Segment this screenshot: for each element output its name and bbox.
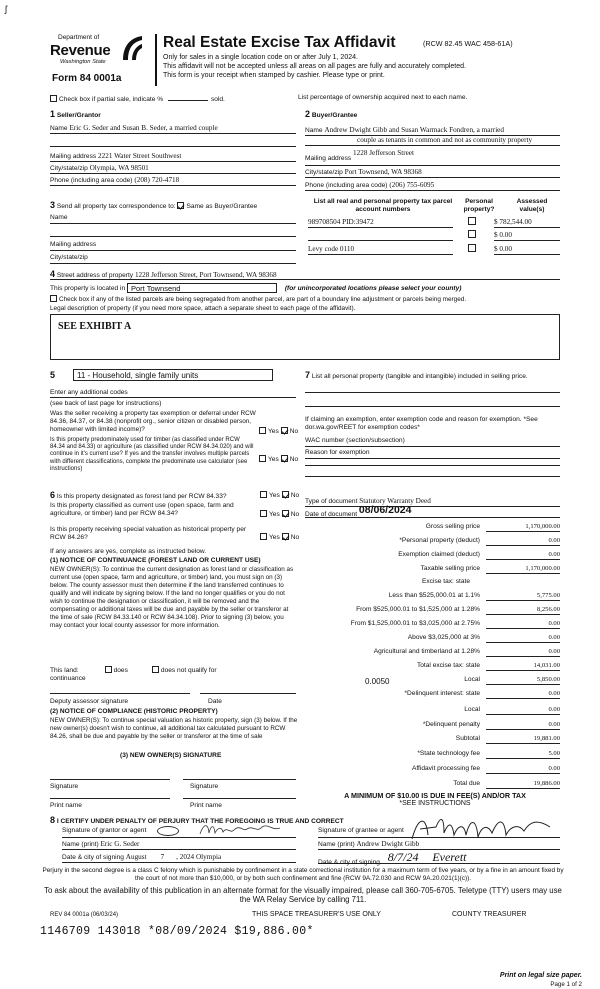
tier3-value[interactable]: 0.00 [486, 620, 560, 629]
ledger-row-personal: *Personal property (deduct) 0.00 [280, 537, 560, 549]
sec6-note: If any answers are yes, complete as instructed below. [50, 548, 207, 555]
land-use-select[interactable]: 11 - Household, single family units [73, 369, 273, 381]
assessed-value[interactable]: $ 0.00 [494, 245, 560, 255]
segregated-label: Check box if any of the listed parcels are being segregated from another parcel, are part of a boundary line adjustment or parcels being merged. [59, 296, 467, 303]
perjury-warning: Perjury in the second degree is a class C felony which is punishable by confinement in a state correctional institution for a maximum term of five years, or by a fine in an amount fixed by the court of not more than $10,000, or by both such confinement and fine (RCW 9A.72.030 and RCW 9A.20.021(1)(c)). [42, 867, 564, 882]
ledger-row-total-state: Total excise tax: state 14,031.00 [280, 662, 560, 674]
q-historic-text: Is this property receiving special valuation as historical property per RCW 84.26? [50, 526, 247, 542]
seller-heading: 1 Seller/Grantor [50, 109, 101, 119]
owner-print-line-1[interactable] [50, 798, 170, 799]
this-land-row: This land: does does not qualify for [50, 667, 217, 674]
deputy-signature-line[interactable] [50, 693, 190, 694]
additional-codes-label: Enter any additional codes [50, 389, 128, 396]
doc-type-value: Statutory Warranty Deed [359, 497, 431, 505]
parcel-number[interactable] [308, 231, 453, 241]
see-instructions-note: *SEE INSTRUCTIONS [399, 800, 471, 807]
q-current-use-no-checkbox[interactable] [282, 510, 289, 517]
tax-ledger [280, 523, 560, 793]
doc-date-field[interactable] [305, 504, 560, 518]
form-title: Real Estate Excise Tax Affidavit [163, 34, 396, 51]
ledger-row-local: 0.0050 Local 5,850.00 [365, 676, 560, 686]
grantee-name-value: Andrew Dwight Gibb [356, 840, 420, 848]
grantor-name-field[interactable] [62, 840, 296, 850]
owner-print-label-2: Print name [190, 802, 222, 809]
ledger-row-tier2: From $525,000.01 to $1,525,000 at 1.28% 8,256.00 [280, 606, 560, 618]
personal-header: Personal property? [463, 198, 495, 214]
grantor-name-label: Name (print) [62, 841, 99, 848]
seller-city-label: City/state/zip [50, 165, 88, 172]
location-select[interactable]: Port Townsend [127, 283, 277, 293]
same-as-buyer-checkbox[interactable] [177, 202, 184, 209]
seller-phone-value: (208) 720-4718 [134, 176, 180, 184]
personal-deduct-value[interactable]: 0.00 [486, 537, 560, 546]
buyer-city-field[interactable] [305, 168, 560, 178]
header-sub2: This affidavit will not be accepted unless all areas on all pages are fully and accurately completed. [163, 63, 466, 70]
personal-property-line-2[interactable] [305, 406, 560, 407]
buyer-heading: 2 Buyer/Grantee [305, 109, 358, 119]
ledger-row-processing-fee: Affidavit processing fee 0.00 [280, 765, 560, 777]
q-timber-text: Is this property predominately used for timber (as classified under RCW 84.34 and 84.33) or agriculture (as classified under RCW 84.34.020) and will continue in it's current use? If yes and the transfer involves multiple parcels with different classifications, complete the predominate use calculator (see instructions) [50, 437, 254, 472]
owner-print-line-2[interactable] [183, 798, 296, 799]
corner-mark: ʃ [5, 4, 7, 14]
penalty-value[interactable]: 0.00 [486, 721, 560, 730]
sec5-number: 5 [50, 370, 56, 380]
ledger-row-tier4: Above $3,025,000 at 3% 0.00 [280, 634, 560, 646]
seller-phone-label: Phone (including area code) [50, 177, 133, 184]
q-timber-answers: Yes No [259, 455, 298, 464]
gross-price-value[interactable]: 1,170,000.00 [486, 523, 560, 532]
grantee-signature-field[interactable] [318, 827, 560, 838]
total-due-value[interactable]: 19,886.00 [486, 780, 560, 789]
buyer-name-value: Andrew Dwight Gibb and Susan Warmack Fondren, a married [324, 126, 504, 134]
minimum-due-note: A MINIMUM OF $10.00 IS DUE IN FEE(S) AND/OR TAX [344, 791, 526, 800]
seller-mail-label: Mailing address [50, 153, 97, 160]
buyer-phone-label: Phone (including area code) [305, 182, 388, 189]
unincorp-note: (for unincorporated locations please select your county) [284, 284, 462, 292]
partial-sale-checkbox[interactable] [50, 95, 57, 102]
does-not-checkbox[interactable] [152, 666, 159, 673]
additional-codes-note: (see back of last page for instructions) [50, 400, 162, 407]
q-forest-answers: Yes No [260, 491, 299, 500]
parcel-header: List all real and personal property tax parcel account numbers [313, 198, 453, 214]
deputy-date-label: Date [208, 698, 222, 705]
owner-signature-line-1[interactable] [50, 779, 170, 780]
grantor-city: Olympia [195, 853, 222, 861]
q-historic-answers: Yes No [260, 533, 299, 542]
doc-type-field[interactable] [305, 497, 560, 507]
ledger-row-taxable: Taxable selling price 1,170,000.00 [280, 565, 560, 577]
dept-line2: Revenue [50, 42, 111, 59]
page-number: Page 1 of 2 [550, 981, 582, 988]
grantee-signature-label: Signature of grantee or agent [318, 827, 404, 834]
notice-compliance-body: NEW OWNER(S): To continue special valuation as historic property, sign (3) below. If the new owner(s) doesn't wish to continue, all additional tax calculated pursuant to RCW 84.26, shall be due and payable by the seller or transferor at the time of sale [50, 717, 298, 740]
header-sub3: This form is your receipt when stamped by cashier. Please type or print. [163, 72, 385, 79]
sec3-mail-field[interactable] [50, 241, 296, 251]
q-current-use-yes-checkbox[interactable] [260, 510, 267, 517]
parcel-number[interactable]: 989708504 PID:39472 [308, 218, 453, 228]
sec3-name-line2[interactable] [50, 229, 296, 237]
grantor-day: 7 [160, 853, 165, 861]
ledger-row-interest-local: Local 0.00 [280, 706, 560, 718]
header-divider [155, 34, 157, 86]
seller-city-field[interactable] [50, 164, 296, 174]
q-historic-yes-checkbox[interactable] [260, 533, 267, 540]
same-as-buyer-label: Same as Buyer/Grantee [186, 203, 258, 210]
buyer-mail-value: 1228 Jefferson Street [353, 149, 414, 157]
q-current-use-answers: Yes No [260, 510, 299, 519]
sec7-heading: 7 List all personal property (tangible and intangible) included in selling price. [305, 370, 528, 380]
notice-continuance-title: (1) NOTICE OF CONTINUANCE (FOREST LAND OR CURRENT USE) [50, 557, 261, 564]
ledger-row-gross: Gross selling price 1,170,000.00 [280, 523, 560, 535]
legal-description-box[interactable] [50, 314, 560, 360]
personal-checkbox[interactable] [468, 244, 476, 252]
agent-circle-mark [157, 826, 179, 836]
assessed-header: Assessed value(s) [516, 198, 548, 214]
grantee-date-field[interactable] [318, 850, 560, 866]
tier2-value[interactable]: 8,256.00 [486, 606, 560, 615]
q-exemption-text: Was the seller receiving a property tax exemption or deferral under RCW 84.36, 84.37, or 84.38 (nonprofit org., senior citizen or disabled person, homeowner with limited income)? [50, 410, 256, 433]
grantor-year: , 2024 [176, 853, 195, 861]
personal-checkbox[interactable] [468, 217, 476, 225]
total-state-value[interactable]: 14,031.00 [486, 662, 560, 671]
exemption-line-3[interactable] [305, 465, 560, 466]
sec3-heading: 3 Send all property tax correspondence to: Same as Buyer/Grantee [50, 200, 258, 210]
buyer-name-field[interactable] [305, 126, 560, 136]
assessed-value[interactable]: $ 0.00 [494, 231, 560, 241]
seller-phone-field[interactable] [50, 176, 296, 186]
partial-sale-label: Check box if partial sale, indicate % [59, 96, 164, 103]
ledger-row-total-due: Total due 19,886.00 [280, 780, 560, 792]
dept-line1: Department of [58, 34, 100, 41]
local-tax-value[interactable]: 5,850.00 [486, 676, 560, 685]
grantor-name-value: Eric G. Seder [100, 840, 140, 848]
q-timber-yes-checkbox[interactable] [259, 455, 266, 462]
ledger-row-tier1: Less than $525,000.01 at 1.1% 5,775.00 [280, 592, 560, 604]
street-address-label: Street address of property [56, 272, 134, 279]
located-row [50, 283, 461, 293]
grantor-signature-label: Signature of grantor or agent [62, 827, 147, 834]
revision-label: REV 84 0001a (06/03/24) [50, 912, 119, 918]
subtotal-value[interactable]: 19,881.00 [486, 735, 560, 744]
seller-name-value: Eric G. Seder and Susan B. Seder, a married couple [69, 124, 218, 132]
seller-mail-field[interactable] [50, 152, 296, 162]
sec3-name-label: Name [50, 214, 68, 221]
exemption-reason-label: Reason for exemption [305, 449, 370, 456]
grantee-name-field[interactable] [318, 840, 560, 850]
buyer-city-value: Port Townsend, WA 98368 [344, 168, 422, 176]
seller-name-line2[interactable] [50, 139, 296, 147]
segregated-row [50, 295, 466, 304]
grantee-city-value: Everett [432, 850, 467, 864]
legal-description-value: SEE EXHIBIT A [58, 321, 132, 332]
doc-type-label: Type of document [305, 498, 358, 505]
owner-signature-label-2: Signature [190, 783, 219, 790]
additional-codes-field[interactable] [50, 389, 296, 398]
seller-name-label: Name [50, 125, 68, 132]
q-forest-text: 6 Is this property designated as forest land per RCW 84.33? [50, 490, 227, 500]
buyer-phone-value: (206) 755-6095 [389, 181, 435, 189]
ownership-note: List percentage of ownership acquired next to each name. [298, 94, 468, 101]
sec3-name-field[interactable] [50, 214, 296, 224]
certify-heading: 8 I CERTIFY UNDER PENALTY OF PERJURY THAT THE FOREGOING IS TRUE AND CORRECT [50, 815, 344, 825]
alternate-format-note: To ask about the availability of this publication in an alternate format for the visually impaired, please call 360-705-6705. Teletype (TTY) users may use the WA Relay Service by calling 711. [44, 886, 562, 905]
ledger-row-penalty: *Delinquent penalty 0.00 [280, 721, 560, 733]
street-address-field[interactable]: 4 Street address of property 1228 Jefferson Street, Port Townsend, WA 98368 [50, 269, 560, 280]
ledger-row-tier3: From $1,525,000.01 to $3,025,000 at 2.75% 0.00 [280, 620, 560, 632]
form-title-suffix: (RCW 82.45 WAC 458-61A) [423, 39, 513, 48]
doc-date-value: 08/06/2024 [358, 504, 412, 516]
sec3-city-field[interactable] [50, 254, 296, 264]
exemption-reason-field[interactable] [305, 449, 560, 459]
personal-property-line-1[interactable] [305, 392, 560, 393]
ledger-row-interest-state: *Delinquent interest: state 0.00 [280, 690, 560, 702]
tech-fee-value[interactable]: 5.00 [486, 750, 560, 759]
grantor-date-field[interactable] [62, 853, 296, 863]
street-address-value: 1228 Jefferson Street, Port Townsend, WA 98368 [134, 271, 277, 279]
buyer-name-line2[interactable]: couple as tenants in common and not as community property [305, 136, 560, 146]
treasurer-stamp: 1146709 143018 *08/09/2024 $19,886.00* [40, 925, 314, 938]
wac-number-label: WAC number (section/subsection) [305, 437, 405, 444]
personal-checkbox[interactable] [468, 230, 476, 238]
doc-date-label: Date of document [305, 511, 358, 518]
exemption-note: If claiming an exemption, enter exemption code and reason for exemption. *See dor.wa.gov/REET for exemption codes* [305, 416, 538, 432]
q-exemption-no-checkbox[interactable] [281, 427, 288, 434]
q-exemption-answers: Yes No [259, 427, 298, 436]
interest-state-value[interactable]: 0.00 [486, 690, 560, 699]
q-exemption-yes-checkbox[interactable] [259, 427, 266, 434]
buyer-name-label: Name [305, 127, 323, 134]
does-checkbox[interactable] [105, 666, 112, 673]
county-treasurer-label: COUNTY TREASURER [452, 911, 527, 918]
assessed-value[interactable]: $ 782,544.00 [494, 218, 560, 228]
continuance-label: continuance [50, 675, 86, 682]
wac-number-field[interactable] [305, 437, 560, 447]
sec3-city-label: City/state/zip [50, 254, 88, 261]
ledger-row-exemption: Exemption claimed (deduct) 0.00 [280, 551, 560, 563]
ledger-row-tech-fee: *State technology fee 5.00 [280, 750, 560, 762]
seller-name-field[interactable] [50, 124, 296, 134]
new-owner-signature-title: (3) NEW OWNER(S) SIGNATURE [120, 752, 222, 759]
partial-sold-label: sold. [210, 96, 225, 103]
header-sub1: Only for sales in a single location code on or after July 1, 2024. [163, 54, 358, 61]
buyer-phone-field[interactable] [305, 181, 560, 191]
legal-paper-note: Print on legal size paper. [499, 972, 582, 979]
tier1-value[interactable]: 5,775.00 [486, 592, 560, 601]
q-forest-no-checkbox[interactable] [282, 491, 289, 498]
owner-signature-label-1: Signature [50, 783, 79, 790]
grantee-date-value: 8/7/24 [387, 850, 419, 864]
buyer-city-label: City/state/zip [305, 169, 343, 176]
interest-local-value[interactable]: 0.00 [486, 706, 560, 715]
processing-fee-value[interactable]: 0.00 [486, 765, 560, 774]
agricultural-value[interactable]: 0.00 [486, 648, 560, 657]
owner-print-label-1: Print name [50, 802, 82, 809]
ledger-row-subtotal: Subtotal 19,881.00 [280, 735, 560, 747]
notice-continuance-body: NEW OWNER(S): To continue the current designation as forest land or classification as current use (open space, farm and agriculture, or timber) land, you must sign on (3) below. The county assessor must then determine if the land transferred continues to qualify and will indicate by signing below. If the land no longer qualifies or you do not wish to continue the designation or classification, it will be removed and the compensating or additional taxes will be due and payable by the seller or transferor at the time of sale (RCW 84.33.140 or RCW 84.34.108). Prior to signing (3) below, you may contact your local county assessor for more information. [50, 566, 294, 629]
grantee-name-label: Name (print) [318, 841, 355, 848]
partial-sale-row [50, 95, 225, 104]
parcel-number[interactable]: Levy code 0110 [308, 245, 453, 255]
deputy-signature-label: Deputy assessor signature [50, 698, 129, 705]
sec3-mail-label: Mailing address [50, 241, 97, 248]
dor-logo-emblem-icon [120, 34, 144, 62]
local-rate: 0.0050 [365, 677, 390, 686]
seller-city-value: Olympia, WA 98501 [89, 164, 149, 172]
ledger-row-agricultural: Agricultural and timberland at 1.28% 0.00 [280, 648, 560, 660]
grantor-signature-field[interactable] [62, 827, 296, 838]
grantor-signature [196, 821, 286, 839]
ledger-row-excise-heading: Excise tax: state [421, 578, 470, 585]
tier4-value[interactable]: 0.00 [486, 634, 560, 643]
buyer-mail-field[interactable] [305, 149, 560, 166]
buyer-mail-label: Mailing address [305, 155, 352, 162]
exemption-line-4[interactable] [305, 476, 560, 477]
q-forest-yes-checkbox[interactable] [260, 491, 267, 498]
grantor-month: August [125, 853, 147, 861]
exemption-deduct-value[interactable]: 0.00 [486, 551, 560, 560]
taxable-price-value[interactable]: 1,170,000.00 [486, 565, 560, 574]
segregated-checkbox[interactable] [50, 295, 57, 302]
grantee-date-label: Date & city of signing [318, 859, 380, 866]
grantor-date-label: Date & city of signing [62, 854, 124, 861]
treasurer-use-label: THIS SPACE TREASURER'S USE ONLY [252, 911, 381, 918]
notice-compliance-title: (2) NOTICE OF COMPLIANCE (HISTORIC PROPERTY) [50, 708, 218, 715]
form-number: Form 84 0001a [52, 73, 122, 84]
dept-line3: Washington State [60, 59, 106, 65]
q-current-use-text: Is this property classified as current use (open space, farm and agriculture, or timber) land per RCW 84.34? [50, 502, 234, 518]
seller-mail-value: 2221 Water Street Southwest [98, 152, 182, 160]
legal-description-label: Legal description of property (if you need more space, attach a separate sheet to each page of the affidavit). [50, 305, 356, 312]
located-label: This property is located in [50, 284, 126, 292]
q-timber-no-checkbox[interactable] [281, 455, 288, 462]
